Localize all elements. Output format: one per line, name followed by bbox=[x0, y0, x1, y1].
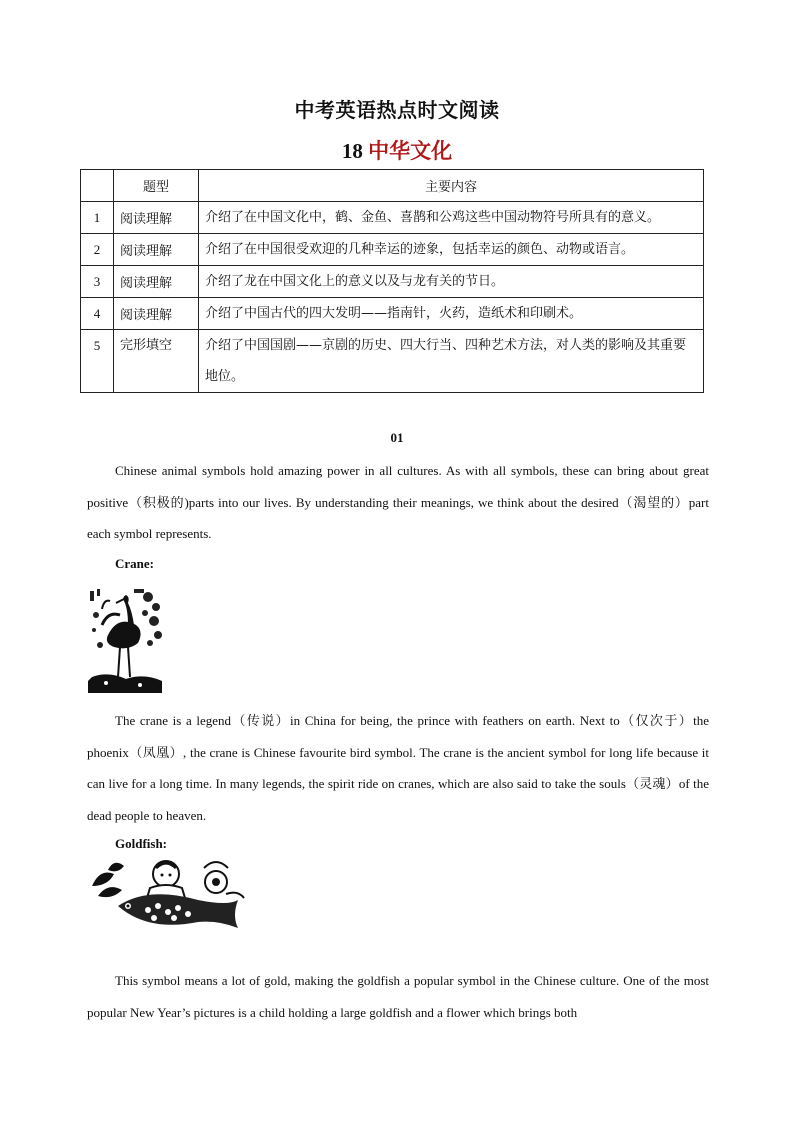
row-type: 阅读理解 bbox=[114, 234, 199, 266]
row-type: 阅读理解 bbox=[114, 298, 199, 330]
row-content: 介绍了中国古代的四大发明——指南针，火药，造纸术和印刷术。 bbox=[199, 298, 704, 330]
goldfish-heading: Goldfish: bbox=[115, 836, 168, 851]
row-type: 完形填空 bbox=[114, 330, 199, 393]
crane-heading: Crane: bbox=[115, 556, 154, 571]
crane-paragraph: The crane is a legend（传说）in China for being, the prince with feathers on earth. Next to（仅次于）the phoenix（凤凰）, the crane is Chinese favourite bird symbol. The crane is the ancient symbol for long life because it can live for a long time. In many legends, the spirit ride on cranes, which are also said to take the souls（灵魂）of the dead people to heaven. bbox=[87, 713, 709, 823]
header-content: 主要内容 bbox=[199, 170, 704, 202]
row-num: 1 bbox=[81, 202, 114, 234]
row-num: 5 bbox=[81, 330, 114, 393]
row-type: 阅读理解 bbox=[114, 266, 199, 298]
header-type: 题型 bbox=[114, 170, 199, 202]
goldfish-image bbox=[88, 856, 248, 936]
table-row bbox=[81, 234, 704, 266]
row-num: 2 bbox=[81, 234, 114, 266]
row-content: 介绍了中国国剧——京剧的历史、四大行当、四种艺术方法，对人类的影响及其重要地位。 bbox=[199, 330, 704, 393]
row-content: 介绍了在中国文化中，鹤、金鱼、喜鹊和公鸡这些中国动物符号所具有的意义。 bbox=[199, 202, 704, 234]
row-content: 介绍了龙在中国文化上的意义以及与龙有关的节日。 bbox=[199, 266, 704, 298]
summary-table bbox=[80, 169, 704, 393]
row-num: 4 bbox=[81, 298, 114, 330]
goldfish-paragraph: This symbol means a lot of gold, making the goldfish a popular symbol in the Chinese culture. One of the most popular New Year’s pictures is a child holding a large goldfish and a flower which brings both bbox=[87, 973, 709, 1020]
table-row bbox=[81, 298, 704, 330]
table-row bbox=[81, 330, 704, 393]
intro-paragraph: Chinese animal symbols hold amazing power in all cultures. As with all symbols, these can bring about great positive（积极的)parts into our lives. By understanding their meanings, we think about the desired（渴望的）part each symbol represents. bbox=[87, 463, 709, 541]
subtitle-text: 中华文化 bbox=[368, 138, 453, 163]
crane-image bbox=[88, 585, 164, 693]
subtitle-number: 18 bbox=[341, 139, 363, 163]
page-subtitle bbox=[0, 135, 794, 165]
page-title: 中考英语热点时文阅读 bbox=[294, 98, 500, 122]
row-content: 介绍了在中国很受欢迎的几种幸运的迹象，包括幸运的颜色、动物或语言。 bbox=[199, 234, 704, 266]
section-number: 01 bbox=[390, 430, 404, 445]
row-num: 3 bbox=[81, 266, 114, 298]
table-row bbox=[81, 266, 704, 298]
table-row bbox=[81, 202, 704, 234]
row-type: 阅读理解 bbox=[114, 202, 199, 234]
table-header-row bbox=[81, 170, 704, 202]
header-num bbox=[81, 170, 114, 202]
